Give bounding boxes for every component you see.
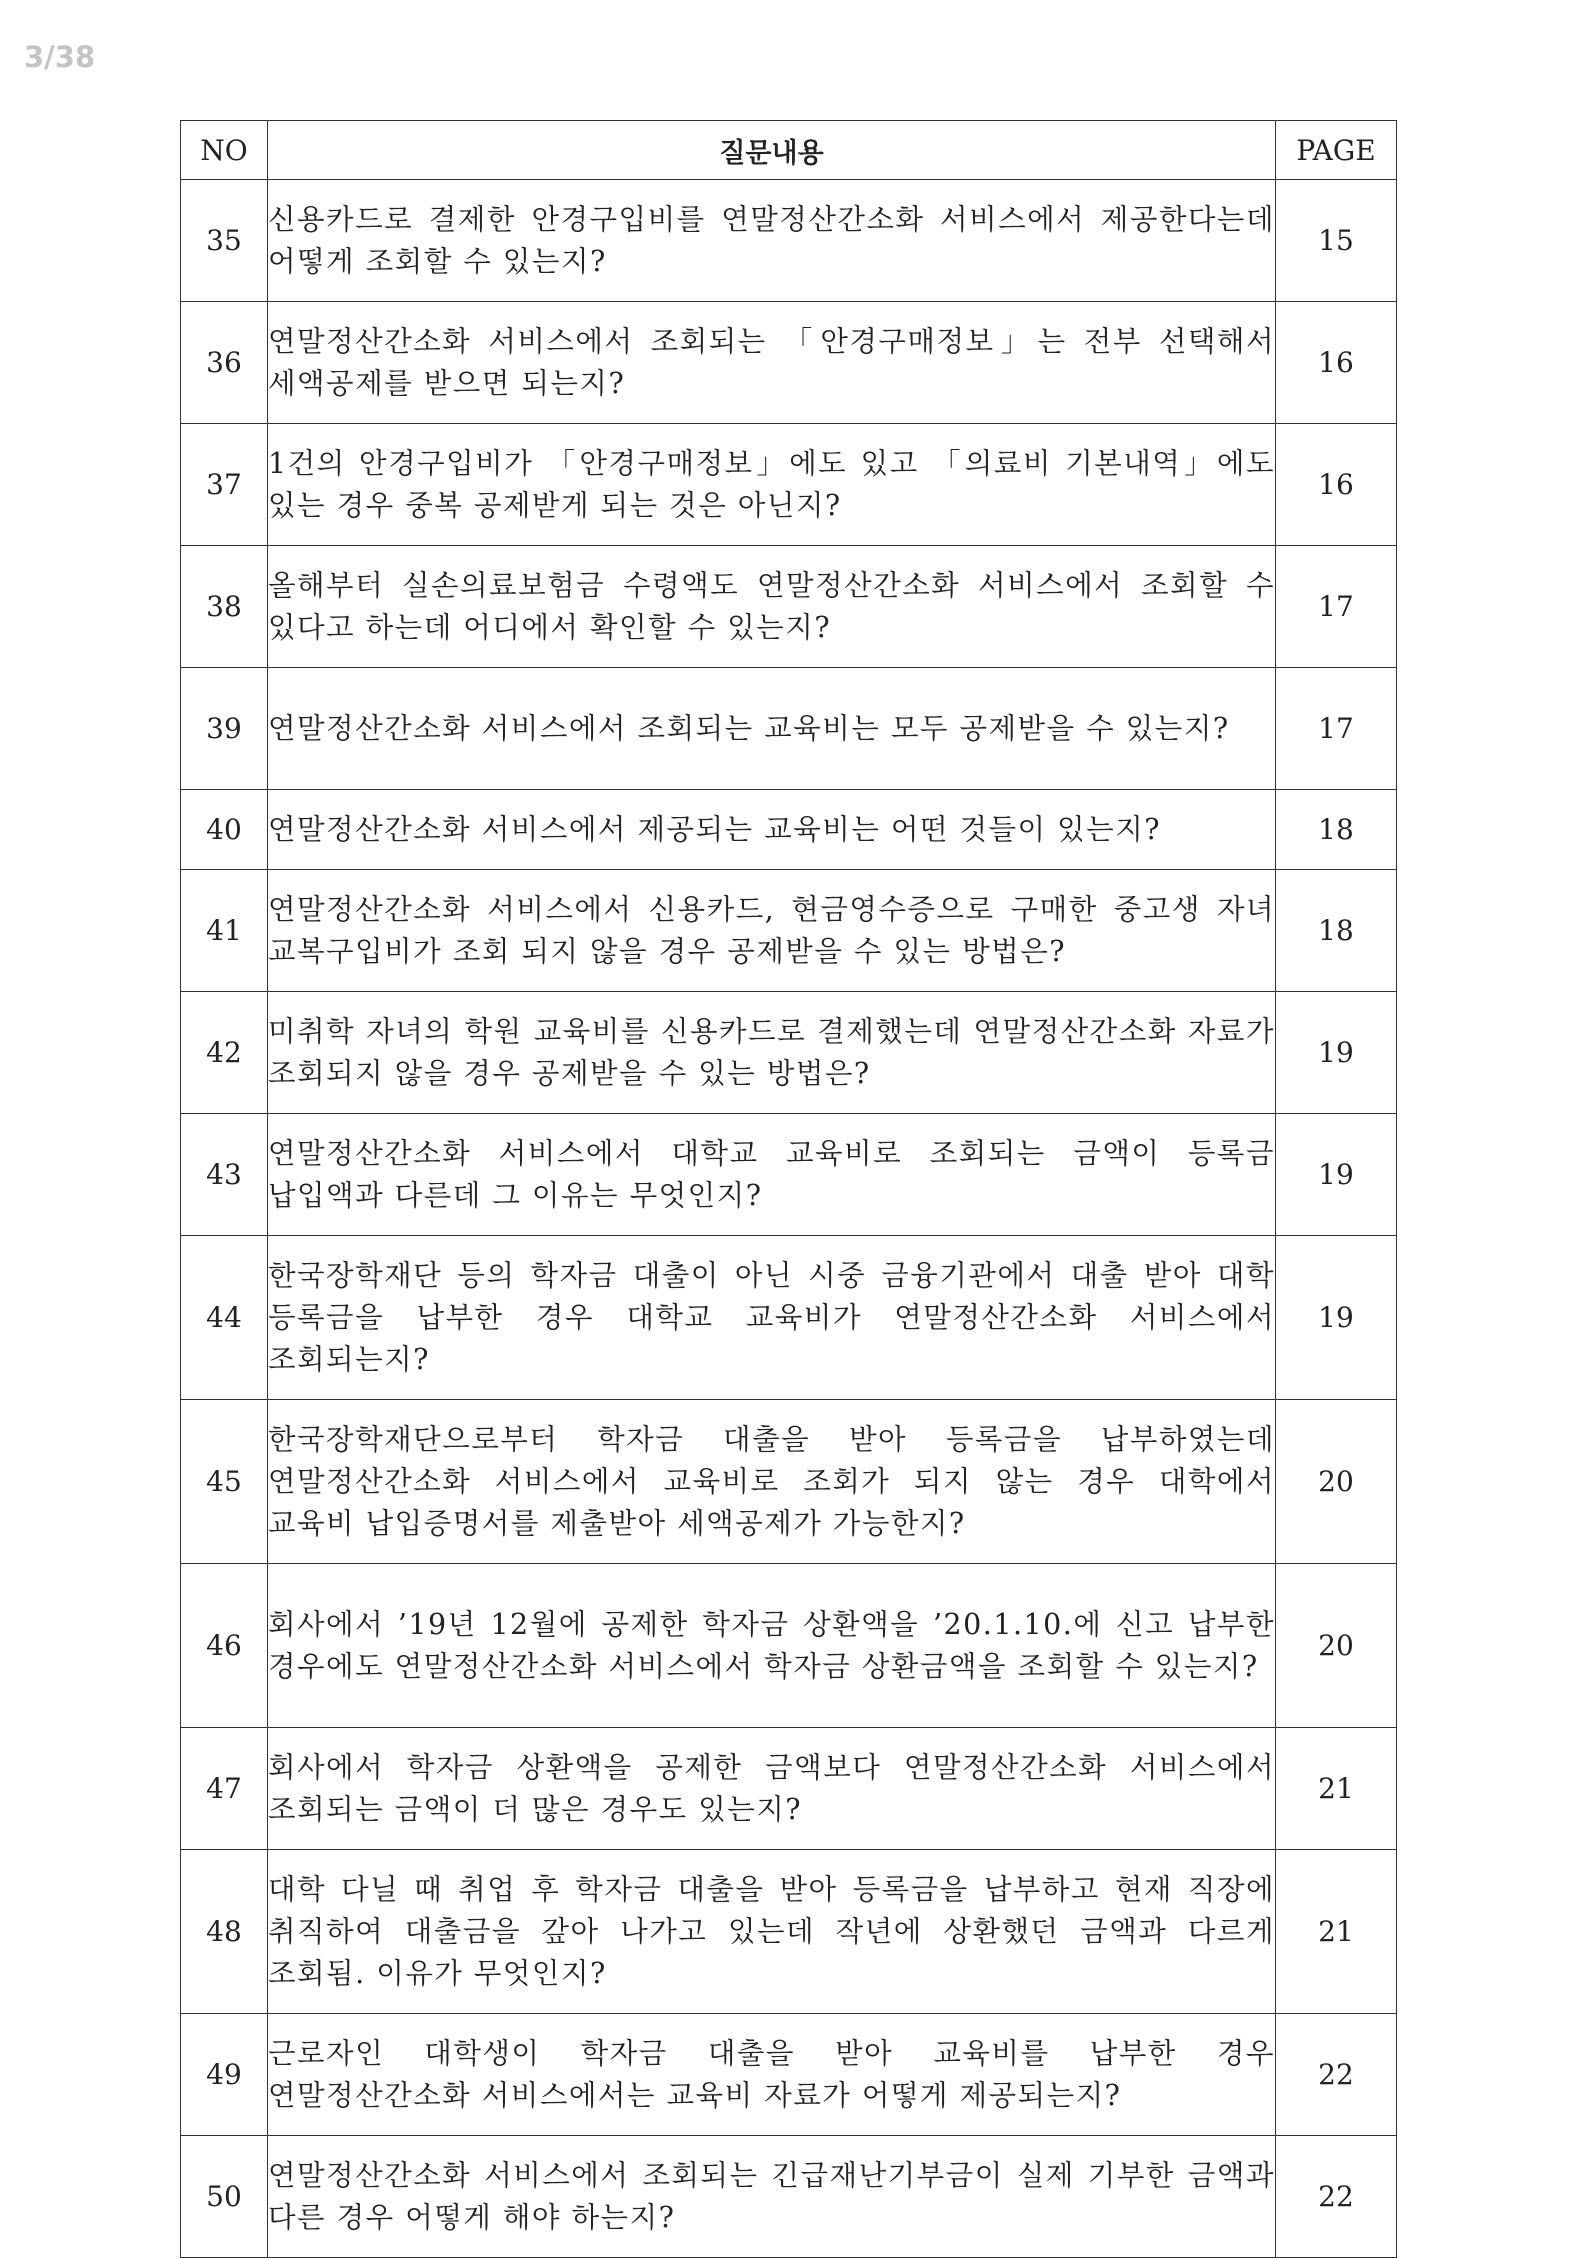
row-question: 회사에서 학자금 상환액을 공제한 금액보다 연말정산간소화 서비스에서 조회되는 금액이 더 많은 경우도 있는지? — [268, 1728, 1276, 1850]
table-row — [181, 1400, 1397, 1564]
table-row — [181, 1850, 1397, 2014]
row-no: 47 — [181, 1728, 268, 1850]
page-indicator: 3/38 — [24, 40, 96, 74]
table-row — [181, 1728, 1397, 1850]
row-page: 15 — [1276, 180, 1397, 302]
table-row — [181, 668, 1397, 790]
table-row — [181, 1564, 1397, 1728]
table-row — [181, 424, 1397, 546]
row-page: 20 — [1276, 1564, 1397, 1728]
row-page: 20 — [1276, 1400, 1397, 1564]
table-row — [181, 870, 1397, 992]
row-page: 16 — [1276, 302, 1397, 424]
row-page: 19 — [1276, 1114, 1397, 1236]
row-question: 회사에서 ’19년 12월에 공제한 학자금 상환액을 ’20.1.10.에 신고 납부한 경우에도 연말정산간소화 서비스에서 학자금 상환금액을 조회할 수 있는지? — [268, 1564, 1276, 1728]
row-no: 41 — [181, 870, 268, 992]
faq-table — [180, 120, 1397, 2258]
table-row — [181, 1114, 1397, 1236]
row-no: 37 — [181, 424, 268, 546]
row-page: 18 — [1276, 870, 1397, 992]
row-page: 19 — [1276, 992, 1397, 1114]
table-header-row — [181, 121, 1397, 180]
row-no: 38 — [181, 546, 268, 668]
row-no: 42 — [181, 992, 268, 1114]
row-question: 신용카드로 결제한 안경구입비를 연말정산간소화 서비스에서 제공한다는데 어떻게 조회할 수 있는지? — [268, 180, 1276, 302]
row-question: 연말정산간소화 서비스에서 조회되는 교육비는 모두 공제받을 수 있는지? — [268, 668, 1276, 790]
row-no: 46 — [181, 1564, 268, 1728]
row-question: 대학 다닐 때 취업 후 학자금 대출을 받아 등록금을 납부하고 현재 직장에 취직하여 대출금을 갚아 나가고 있는데 작년에 상환했던 금액과 다르게 조회됨. 이유가 무엇인지? — [268, 1850, 1276, 2014]
table-row — [181, 992, 1397, 1114]
row-question: 연말정산간소화 서비스에서 제공되는 교육비는 어떤 것들이 있는지? — [268, 790, 1276, 870]
row-question: 한국장학재단으로부터 학자금 대출을 받아 등록금을 납부하였는데 연말정산간소화 서비스에서 교육비로 조회가 되지 않는 경우 대학에서 교육비 납입증명서를 제출받아 세액공제가 가능한지? — [268, 1400, 1276, 1564]
row-question: 근로자인 대학생이 학자금 대출을 받아 교육비를 납부한 경우 연말정산간소화 서비스에서는 교육비 자료가 어떻게 제공되는지? — [268, 2014, 1276, 2136]
row-page: 22 — [1276, 2136, 1397, 2258]
row-question: 한국장학재단 등의 학자금 대출이 아닌 시중 금융기관에서 대출 받아 대학 등록금을 납부한 경우 대학교 교육비가 연말정산간소화 서비스에서 조회되는지? — [268, 1236, 1276, 1400]
row-page: 17 — [1276, 546, 1397, 668]
row-question: 1건의 안경구입비가 「안경구매정보」에도 있고 「의료비 기본내역」에도 있는 경우 중복 공제받게 되는 것은 아닌지? — [268, 424, 1276, 546]
row-question: 올해부터 실손의료보험금 수령액도 연말정산간소화 서비스에서 조회할 수 있다고 하는데 어디에서 확인할 수 있는지? — [268, 546, 1276, 668]
table-row — [181, 180, 1397, 302]
table-row — [181, 2014, 1397, 2136]
row-no: 49 — [181, 2014, 268, 2136]
row-page: 17 — [1276, 668, 1397, 790]
table-row — [181, 1236, 1397, 1400]
row-page: 16 — [1276, 424, 1397, 546]
row-page: 21 — [1276, 1728, 1397, 1850]
header-question: 질문내용 — [268, 121, 1276, 180]
row-no: 36 — [181, 302, 268, 424]
row-no: 39 — [181, 668, 268, 790]
row-no: 50 — [181, 2136, 268, 2258]
row-page: 19 — [1276, 1236, 1397, 1400]
row-no: 35 — [181, 180, 268, 302]
row-question: 연말정산간소화 서비스에서 조회되는 「안경구매정보」는 전부 선택해서 세액공제를 받으면 되는지? — [268, 302, 1276, 424]
table-row — [181, 546, 1397, 668]
row-question: 연말정산간소화 서비스에서 조회되는 긴급재난기부금이 실제 기부한 금액과 다른 경우 어떻게 해야 하는지? — [268, 2136, 1276, 2258]
row-no: 43 — [181, 1114, 268, 1236]
row-question: 연말정산간소화 서비스에서 대학교 교육비로 조회되는 금액이 등록금 납입액과 다른데 그 이유는 무엇인지? — [268, 1114, 1276, 1236]
header-no: NO — [181, 121, 268, 180]
row-page: 21 — [1276, 1850, 1397, 2014]
table-row — [181, 790, 1397, 870]
row-no: 45 — [181, 1400, 268, 1564]
row-no: 44 — [181, 1236, 268, 1400]
row-page: 22 — [1276, 2014, 1397, 2136]
table-row — [181, 302, 1397, 424]
row-question: 연말정산간소화 서비스에서 신용카드, 현금영수증으로 구매한 중고생 자녀 교복구입비가 조회 되지 않을 경우 공제받을 수 있는 방법은? — [268, 870, 1276, 992]
table-row — [181, 2136, 1397, 2258]
header-page: PAGE — [1276, 121, 1397, 180]
row-no: 48 — [181, 1850, 268, 2014]
row-page: 18 — [1276, 790, 1397, 870]
row-no: 40 — [181, 790, 268, 870]
row-question: 미취학 자녀의 학원 교육비를 신용카드로 결제했는데 연말정산간소화 자료가 조회되지 않을 경우 공제받을 수 있는 방법은? — [268, 992, 1276, 1114]
